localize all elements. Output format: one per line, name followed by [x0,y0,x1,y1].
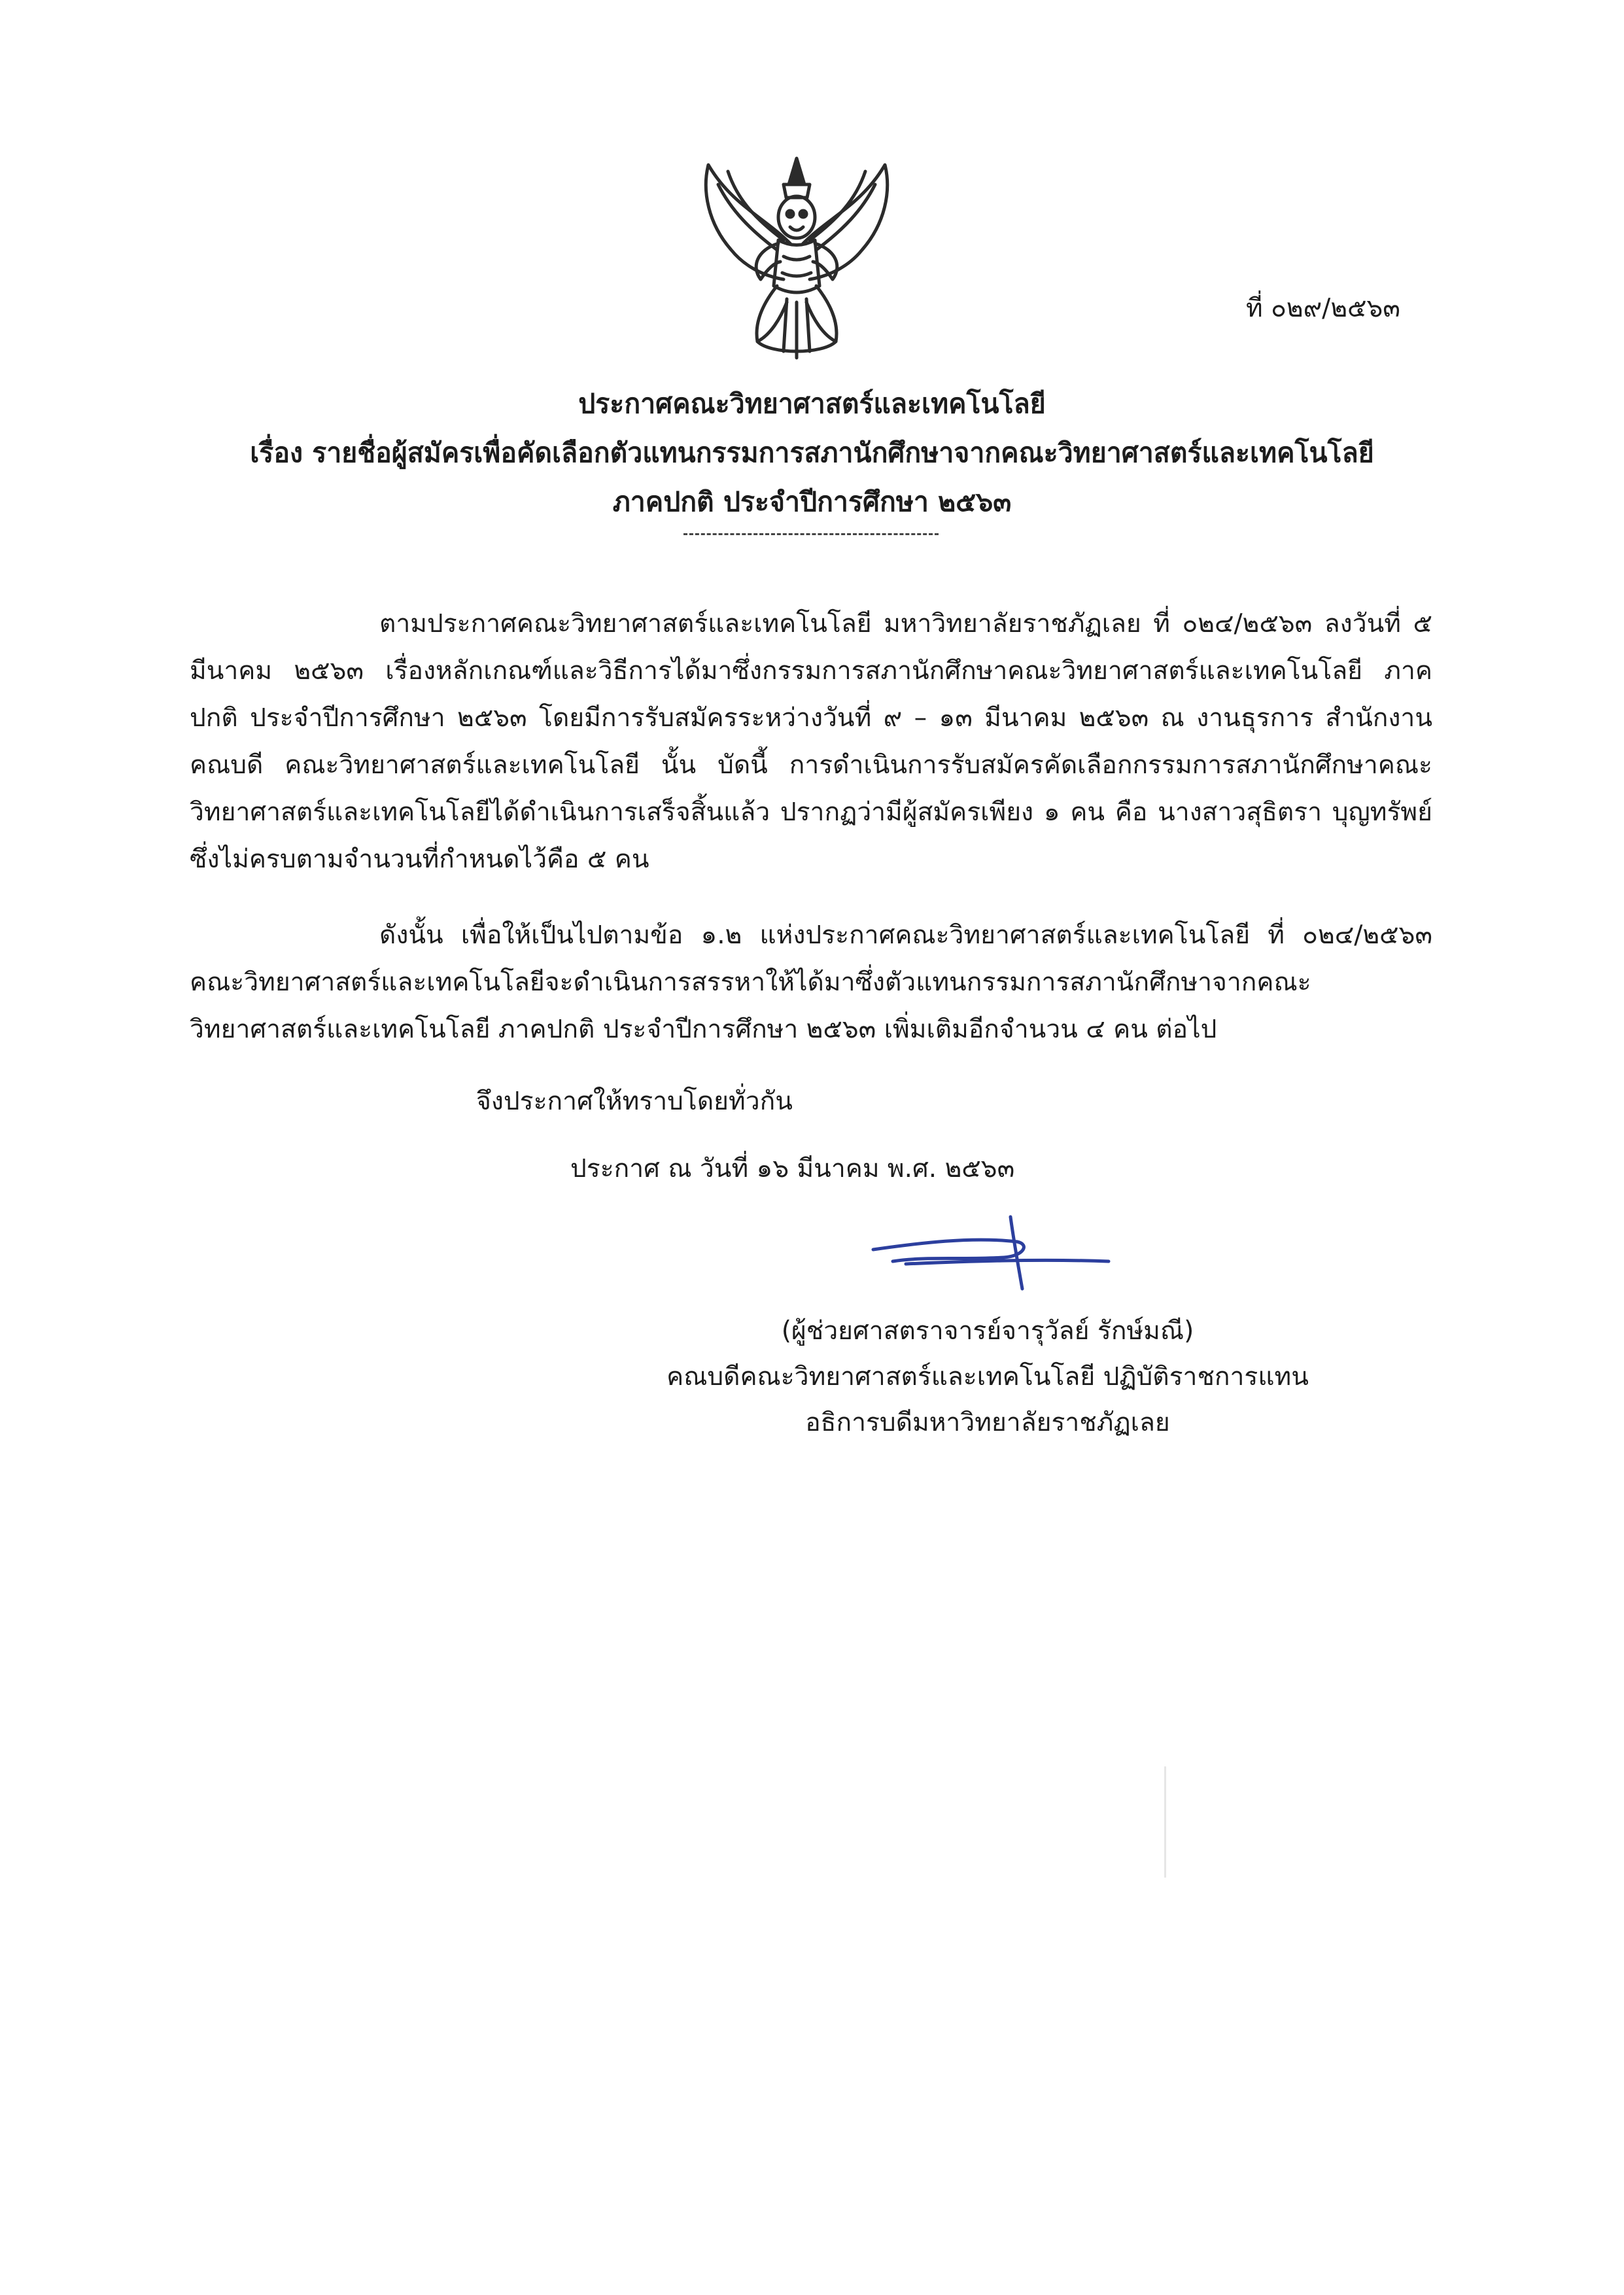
title-divider [683,533,939,535]
signer-position-acting: อธิการบดีมหาวิทยาลัยราชภัฏเลย [805,1408,1170,1437]
scan-artifact [1164,1766,1166,1878]
announcement-term: ภาคปกติ ประจำปีการศึกษา ๒๕๖๓ [612,486,1012,517]
garuda-emblem-icon [692,145,901,368]
document-number: ที่ ๐๒๙/๒๕๖๓ [1246,294,1400,323]
body-paragraph-2: ดังนั้น เพื่อให้เป็นไปตามข้อ ๑.๒ แห่งประกาศคณะวิทยาศาสตร์และเทคโนโลยี ที่ ๐๒๔/๒๕๖๓ คณะวิทยาศาสตร์และเทคโนโลยีจะดำเนินการสรรหาให้ได้มาซึ่งตัวแทนกรรมการสภานักศึกษาจากคณะวิทยาศาสตร์และเทคโนโลยี ภาคปกติ ประจำปีการศึกษา ๒๕๖๓ เพิ่มเติมอีกจำนวน ๔ คน ต่อไป [190,920,1432,1044]
signer-name: (ผู้ช่วยศาสตราจารย์จารุวัลย์ รักษ์มณี) [781,1316,1194,1346]
signer-position: คณบดีคณะวิทยาศาสตร์และเทคโนโลยี ปฏิบัติราชการแทน [666,1362,1309,1392]
signature-block [641,1308,1334,1446]
body-paragraph-1: ตามประกาศคณะวิทยาศาสตร์และเทคโนโลยี มหาวิทยาลัยราชภัฏเลย ที่ ๐๒๔/๒๕๖๓ ลงวันที่ ๕ มีนาคม ๒๕๖๓ เรื่องหลักเกณฑ์และวิธีการได้มาซึ่งกรรมการสภานักศึกษาคณะวิทยาศาสตร์และเทคโนโลยี ภาคปกติ ประจำปีการศึกษา ๒๕๖๓ โดยมีการรับสมัครระหว่างวันที่ ๙ – ๑๓ มีนาคม ๒๕๖๓ ณ งานธุรการ สำนักงานคณบดี คณะวิทยาศาสตร์และเทคโนโลยี นั้น บัดนี้ การดำเนินการรับสมัครคัดเลือกกรรมการสภานักศึกษาคณะวิทยาศาสตร์และเทคโนโลยีได้ดำเนินการเสร็จสิ้นแล้ว ปรากฏว่ามีผู้สมัครเพียง ๑ คน คือ นางสาวสุธิตรา บุญทรัพย์ ซึ่งไม่ครบตามจำนวนที่กำหนดไว้คือ ๕ คน [190,609,1432,874]
announce-line: จึงประกาศให้ทราบโดยทั่วกัน [476,1087,793,1116]
announcement-title: ประกาศคณะวิทยาศาสตร์และเทคโนโลยี [578,388,1046,419]
date-line: ประกาศ ณ วันที่ ๑๖ มีนาคม พ.ศ. ๒๕๖๓ [570,1154,1015,1183]
announcement-subject: เรื่อง รายชื่อผู้สมัครเพื่อคัดเลือกตัวแทนกรรมการสภานักศึกษาจากคณะวิทยาศาสตร์และเทคโนโลยี [250,437,1374,468]
handwritten-signature [867,1210,1115,1295]
